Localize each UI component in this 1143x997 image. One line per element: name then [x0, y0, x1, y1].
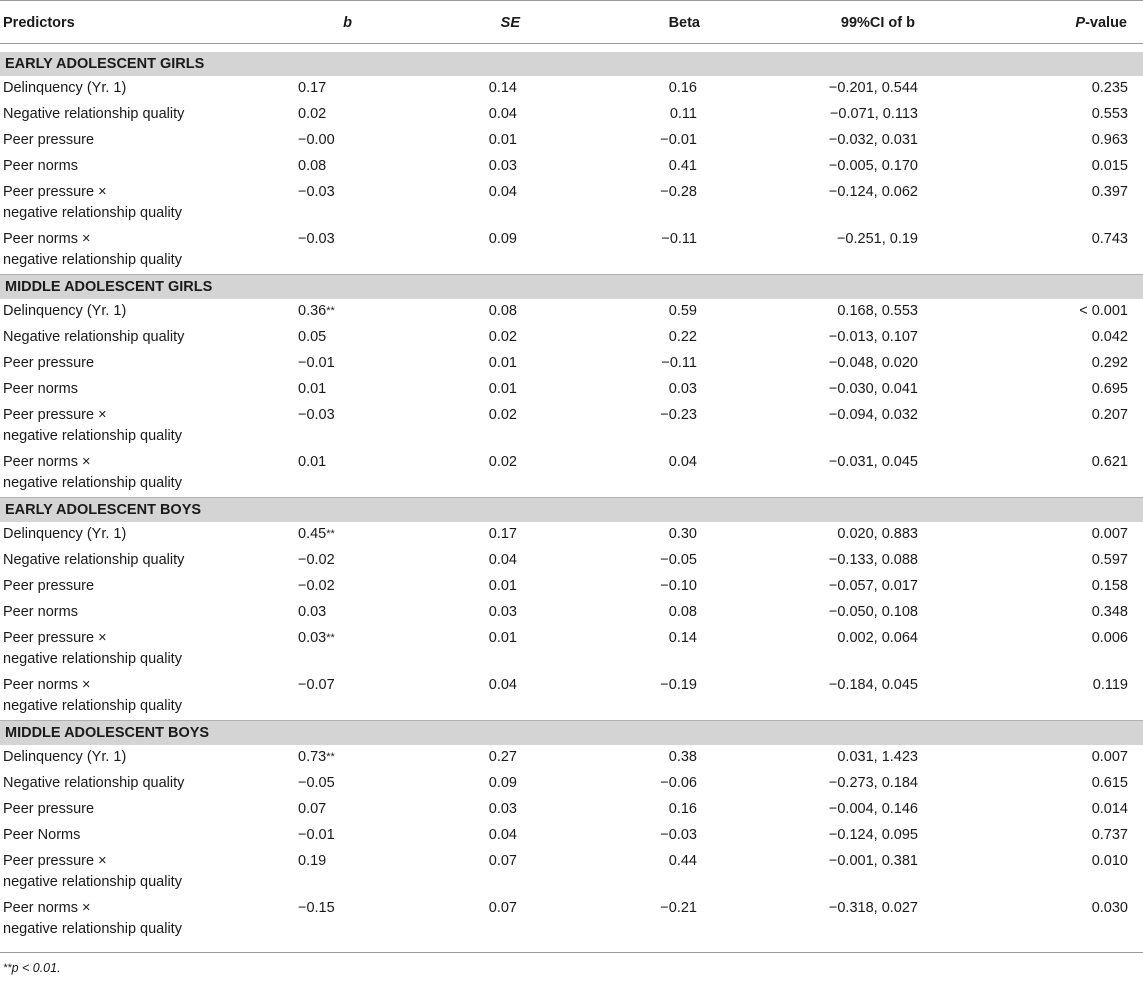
b-value: −0.00	[298, 132, 335, 148]
table-row	[0, 299, 1143, 325]
predictor-cell	[0, 626, 218, 673]
predictor-label: Peer pressure	[3, 355, 95, 371]
table-row	[0, 896, 1143, 943]
b-value-wrap	[298, 628, 358, 649]
beta-cell: −0.05	[660, 552, 697, 568]
predictor-label-line2: negative relationship quality	[3, 205, 182, 221]
ci-cell: −0.273, 0.184	[828, 775, 918, 791]
b-value-wrap	[298, 301, 358, 322]
ci-cell: −0.050, 0.108	[828, 604, 918, 620]
b-value-wrap	[298, 675, 358, 696]
b-value-wrap	[298, 825, 358, 846]
ci-cell: −0.124, 0.095	[828, 827, 918, 843]
b-value-wrap	[298, 550, 358, 571]
table-row	[0, 128, 1143, 154]
predictor-label: Peer norms	[3, 158, 78, 174]
p-value-cell: < 0.001	[1079, 303, 1128, 319]
p-value-cell: 0.014	[1091, 801, 1128, 817]
significance-marker: **	[326, 528, 335, 540]
predictor-cell	[0, 450, 218, 498]
predictor-label: Peer pressure	[3, 132, 95, 148]
b-value: −0.02	[298, 578, 335, 594]
p-value-cell: 0.615	[1091, 775, 1128, 791]
se-cell: 0.01	[488, 132, 517, 148]
header-b-label: b	[343, 15, 352, 31]
predictor-cell	[0, 154, 218, 180]
ci-cell: 0.002, 0.064	[837, 630, 918, 646]
b-cell	[218, 600, 355, 626]
beta-cell: −0.21	[660, 900, 697, 916]
se-cell: 0.04	[488, 184, 517, 200]
se-cell: 0.04	[488, 106, 517, 122]
b-value: 0.03	[298, 630, 327, 646]
b-value: −0.01	[298, 827, 335, 843]
b-cell	[218, 299, 355, 325]
ci-cell: −0.184, 0.045	[828, 677, 918, 693]
p-value-cell: 0.042	[1091, 329, 1128, 345]
ci-cell: −0.201, 0.544	[828, 80, 918, 96]
predictor-cell	[0, 849, 218, 896]
se-cell: 0.08	[488, 303, 517, 319]
b-value-wrap	[298, 452, 358, 473]
se-cell: 0.01	[488, 355, 517, 371]
header-p-value	[955, 1, 1143, 44]
se-cell: 0.27	[488, 749, 517, 765]
predictor-label: Peer pressure ×	[3, 630, 107, 646]
table-row	[0, 849, 1143, 896]
p-value-cell: 0.007	[1091, 749, 1128, 765]
predictor-label-line2: negative relationship quality	[3, 475, 182, 491]
b-value-wrap	[298, 524, 358, 545]
ci-cell: −0.013, 0.107	[828, 329, 918, 345]
se-cell: 0.04	[488, 827, 517, 843]
b-value-wrap	[298, 78, 358, 99]
se-cell: 0.07	[488, 853, 517, 869]
predictor-label: Peer norms ×	[3, 677, 91, 693]
p-value-cell: 0.963	[1091, 132, 1128, 148]
p-value-cell: 0.006	[1091, 630, 1128, 646]
b-value-wrap	[298, 773, 358, 794]
beta-cell: −0.11	[661, 355, 697, 371]
predictor-cell	[0, 600, 218, 626]
ci-cell: −0.133, 0.088	[828, 552, 918, 568]
ci-cell: −0.124, 0.062	[828, 184, 918, 200]
predictor-cell	[0, 403, 218, 450]
predictor-label: Peer norms	[3, 381, 78, 397]
predictor-label: Peer pressure ×	[3, 184, 107, 200]
table-row	[0, 823, 1143, 849]
beta-cell: 0.14	[668, 630, 697, 646]
p-value-cell: 0.737	[1091, 827, 1128, 843]
predictor-label: Peer norms	[3, 604, 78, 620]
beta-cell: 0.44	[668, 853, 697, 869]
b-value-wrap	[298, 576, 358, 597]
b-cell	[218, 403, 355, 450]
se-cell: 0.02	[488, 329, 517, 345]
p-value-cell: 0.553	[1091, 106, 1128, 122]
b-value: 0.36	[298, 303, 327, 319]
p-value-cell: 0.621	[1091, 454, 1128, 470]
section-title: MIDDLE ADOLESCENT GIRLS	[0, 275, 1143, 300]
b-value: 0.01	[298, 381, 327, 397]
beta-cell: 0.03	[668, 381, 697, 397]
beta-cell: −0.01	[660, 132, 697, 148]
b-cell	[218, 626, 355, 673]
table-row	[0, 522, 1143, 548]
p-value-cell: 0.292	[1091, 355, 1128, 371]
b-cell	[218, 849, 355, 896]
beta-cell: 0.04	[668, 454, 697, 470]
beta-cell: −0.10	[660, 578, 697, 594]
b-value: 0.05	[298, 329, 327, 345]
beta-cell: 0.41	[668, 158, 697, 174]
ci-cell: −0.318, 0.027	[828, 900, 918, 916]
predictor-label: Peer Norms	[3, 827, 81, 843]
b-value-wrap	[298, 104, 358, 125]
header-row	[0, 1, 1143, 44]
b-cell	[218, 154, 355, 180]
b-value-wrap	[298, 747, 358, 768]
ci-cell: 0.031, 1.423	[837, 749, 918, 765]
beta-cell: 0.16	[668, 80, 697, 96]
predictor-label: Negative relationship quality	[3, 552, 185, 568]
b-value: −0.03	[298, 184, 335, 200]
beta-cell: −0.11	[661, 231, 697, 247]
beta-cell: −0.23	[660, 407, 697, 423]
ci-cell: −0.031, 0.045	[828, 454, 918, 470]
footnote-stars: **	[3, 962, 12, 974]
section-header-row	[0, 721, 1143, 746]
b-value: 0.01	[298, 454, 327, 470]
ci-cell: −0.005, 0.170	[828, 158, 918, 174]
b-value: −0.03	[298, 407, 335, 423]
predictor-cell	[0, 673, 218, 721]
ci-cell: −0.071, 0.113	[829, 106, 918, 122]
table-body	[0, 44, 1143, 944]
se-cell: 0.03	[488, 801, 517, 817]
predictor-label: Peer norms ×	[3, 900, 91, 916]
table-row	[0, 771, 1143, 797]
table-row	[0, 797, 1143, 823]
ci-cell: −0.057, 0.017	[828, 578, 918, 594]
predictor-cell	[0, 102, 218, 128]
b-value-wrap	[298, 799, 358, 820]
beta-cell: −0.19	[660, 677, 697, 693]
b-value: −0.05	[298, 775, 335, 791]
b-cell	[218, 896, 355, 943]
predictor-cell	[0, 299, 218, 325]
b-value-wrap	[298, 327, 358, 348]
ci-cell: −0.251, 0.19	[836, 231, 918, 247]
beta-cell: −0.03	[660, 827, 697, 843]
b-cell	[218, 673, 355, 721]
table-row	[0, 673, 1143, 721]
beta-cell: 0.11	[669, 106, 697, 122]
table-row	[0, 600, 1143, 626]
footnote	[0, 953, 1143, 975]
predictor-label: Peer pressure ×	[3, 407, 107, 423]
b-cell	[218, 745, 355, 771]
predictor-label: Peer norms ×	[3, 454, 91, 470]
b-cell	[218, 450, 355, 498]
predictor-cell	[0, 128, 218, 154]
se-cell: 0.09	[488, 775, 517, 791]
beta-cell: 0.16	[668, 801, 697, 817]
p-value-cell: 0.743	[1091, 231, 1128, 247]
b-cell	[218, 76, 355, 102]
spacer-cell	[0, 44, 1143, 53]
section-header-row	[0, 275, 1143, 300]
se-cell: 0.07	[488, 900, 517, 916]
b-value: 0.45	[298, 526, 327, 542]
p-value-cell: 0.158	[1091, 578, 1128, 594]
b-value: 0.17	[298, 80, 327, 96]
b-cell	[218, 522, 355, 548]
predictor-cell	[0, 180, 218, 227]
b-cell	[218, 227, 355, 275]
se-cell: 0.01	[488, 578, 517, 594]
p-value-cell: 0.597	[1091, 552, 1128, 568]
predictor-label-line2: negative relationship quality	[3, 651, 182, 667]
table-row	[0, 102, 1143, 128]
header-ci: 99%CI of b	[715, 1, 955, 44]
beta-cell: 0.22	[668, 329, 697, 345]
b-value: −0.01	[298, 355, 335, 371]
p-value-cell: 0.015	[1091, 158, 1128, 174]
table-row	[0, 351, 1143, 377]
predictor-cell	[0, 377, 218, 403]
b-value-wrap	[298, 130, 358, 151]
predictor-label-line2: negative relationship quality	[3, 921, 182, 937]
b-value-wrap	[298, 156, 358, 177]
b-value: 0.07	[298, 801, 327, 817]
b-cell	[218, 128, 355, 154]
ci-cell: −0.048, 0.020	[828, 355, 918, 371]
se-cell: 0.02	[488, 407, 517, 423]
predictor-cell	[0, 76, 218, 102]
b-value-wrap	[298, 353, 358, 374]
b-value-wrap	[298, 182, 358, 203]
table-row	[0, 325, 1143, 351]
b-value-wrap	[298, 379, 358, 400]
ci-cell: −0.032, 0.031	[828, 132, 918, 148]
predictor-label-line2: negative relationship quality	[3, 428, 182, 444]
predictor-label: Peer norms ×	[3, 231, 91, 247]
predictor-cell	[0, 797, 218, 823]
significance-marker: **	[326, 305, 335, 317]
b-cell	[218, 574, 355, 600]
header-spacer	[0, 44, 1143, 53]
section-title: MIDDLE ADOLESCENT BOYS	[0, 721, 1143, 746]
b-value-wrap	[298, 851, 358, 872]
predictor-cell	[0, 548, 218, 574]
se-cell: 0.02	[488, 454, 517, 470]
b-value: −0.03	[298, 231, 335, 247]
table-row	[0, 377, 1143, 403]
b-value-wrap	[298, 602, 358, 623]
table-row	[0, 745, 1143, 771]
section-title: EARLY ADOLESCENT GIRLS	[0, 52, 1143, 76]
table-row	[0, 450, 1143, 498]
b-value: 0.02	[298, 106, 327, 122]
header-b	[218, 1, 355, 44]
b-cell	[218, 771, 355, 797]
predictor-label: Negative relationship quality	[3, 775, 185, 791]
b-value: −0.15	[298, 900, 335, 916]
b-value: 0.03	[298, 604, 327, 620]
predictor-label: Negative relationship quality	[3, 329, 185, 345]
b-cell	[218, 548, 355, 574]
section-header-row	[0, 52, 1143, 76]
predictor-label: Peer pressure	[3, 801, 95, 817]
table-row	[0, 574, 1143, 600]
predictor-label: Delinquency (Yr. 1)	[3, 80, 127, 96]
ci-cell: −0.030, 0.041	[828, 381, 918, 397]
se-cell: 0.03	[488, 158, 517, 174]
b-value: 0.19	[298, 853, 327, 869]
beta-cell: 0.30	[668, 526, 697, 542]
header-predictors: Predictors	[0, 1, 218, 44]
b-value: −0.02	[298, 552, 335, 568]
header-p-italic: P	[1075, 15, 1086, 31]
header-se-label: SE	[500, 15, 520, 31]
p-value-cell: 0.695	[1091, 381, 1128, 397]
predictor-label: Delinquency (Yr. 1)	[3, 749, 127, 765]
predictor-cell	[0, 745, 218, 771]
b-cell	[218, 180, 355, 227]
table-row	[0, 626, 1143, 673]
predictor-cell	[0, 227, 218, 275]
ci-cell: −0.004, 0.146	[828, 801, 918, 817]
table-row	[0, 403, 1143, 450]
b-value: 0.08	[298, 158, 327, 174]
header-p-rest: -value	[1085, 15, 1127, 31]
p-value-cell: 0.207	[1091, 407, 1128, 423]
predictor-cell	[0, 522, 218, 548]
beta-cell: 0.08	[668, 604, 697, 620]
ci-cell: 0.168, 0.553	[837, 303, 918, 319]
p-value-cell: 0.119	[1092, 677, 1128, 693]
predictor-label-line2: negative relationship quality	[3, 698, 182, 714]
header-beta: Beta	[535, 1, 715, 44]
table-row	[0, 227, 1143, 275]
p-value-cell: 0.010	[1091, 853, 1128, 869]
se-cell: 0.04	[488, 677, 517, 693]
b-value-wrap	[298, 405, 358, 426]
p-value-cell: 0.030	[1091, 900, 1128, 916]
b-cell	[218, 823, 355, 849]
b-value-wrap	[298, 229, 358, 250]
b-cell	[218, 102, 355, 128]
p-value-cell: 0.397	[1091, 184, 1128, 200]
b-cell	[218, 377, 355, 403]
beta-cell: 0.59	[668, 303, 697, 319]
b-cell	[218, 351, 355, 377]
se-cell: 0.14	[488, 80, 517, 96]
se-cell: 0.17	[488, 526, 517, 542]
section-title: EARLY ADOLESCENT BOYS	[0, 498, 1143, 523]
predictor-cell	[0, 574, 218, 600]
table-row	[0, 154, 1143, 180]
p-value-cell: 0.235	[1091, 80, 1128, 96]
b-value: −0.07	[298, 677, 335, 693]
predictor-label: Peer pressure ×	[3, 853, 107, 869]
header-se	[355, 1, 535, 44]
ci-cell: 0.020, 0.883	[837, 526, 918, 542]
significance-marker: **	[326, 632, 335, 644]
predictor-cell	[0, 325, 218, 351]
predictor-label-line2: negative relationship quality	[3, 874, 182, 890]
b-cell	[218, 325, 355, 351]
predictor-label-line2: negative relationship quality	[3, 252, 182, 268]
b-value: 0.73	[298, 749, 327, 765]
beta-cell: 0.38	[668, 749, 697, 765]
se-cell: 0.01	[488, 630, 517, 646]
table-row	[0, 180, 1143, 227]
significance-marker: **	[326, 751, 335, 763]
table-row	[0, 548, 1143, 574]
ci-cell: −0.094, 0.032	[828, 407, 918, 423]
predictor-cell	[0, 896, 218, 943]
beta-cell: −0.28	[660, 184, 697, 200]
se-cell: 0.03	[488, 604, 517, 620]
table-row	[0, 76, 1143, 102]
b-value-wrap	[298, 898, 358, 919]
ci-cell: −0.001, 0.381	[828, 853, 918, 869]
predictor-label: Negative relationship quality	[3, 106, 185, 122]
se-cell: 0.01	[488, 381, 517, 397]
predictor-label: Delinquency (Yr. 1)	[3, 526, 127, 542]
b-cell	[218, 797, 355, 823]
predictor-cell	[0, 823, 218, 849]
p-value-cell: 0.007	[1091, 526, 1128, 542]
predictor-label: Peer pressure	[3, 578, 95, 594]
predictor-cell	[0, 351, 218, 377]
se-cell: 0.04	[488, 552, 517, 568]
p-value-cell: 0.348	[1091, 604, 1128, 620]
beta-cell: −0.06	[660, 775, 697, 791]
predictor-cell	[0, 771, 218, 797]
section-header-row	[0, 498, 1143, 523]
predictor-label: Delinquency (Yr. 1)	[3, 303, 127, 319]
footnote-text: p < 0.01.	[11, 961, 61, 975]
se-cell: 0.09	[488, 231, 517, 247]
